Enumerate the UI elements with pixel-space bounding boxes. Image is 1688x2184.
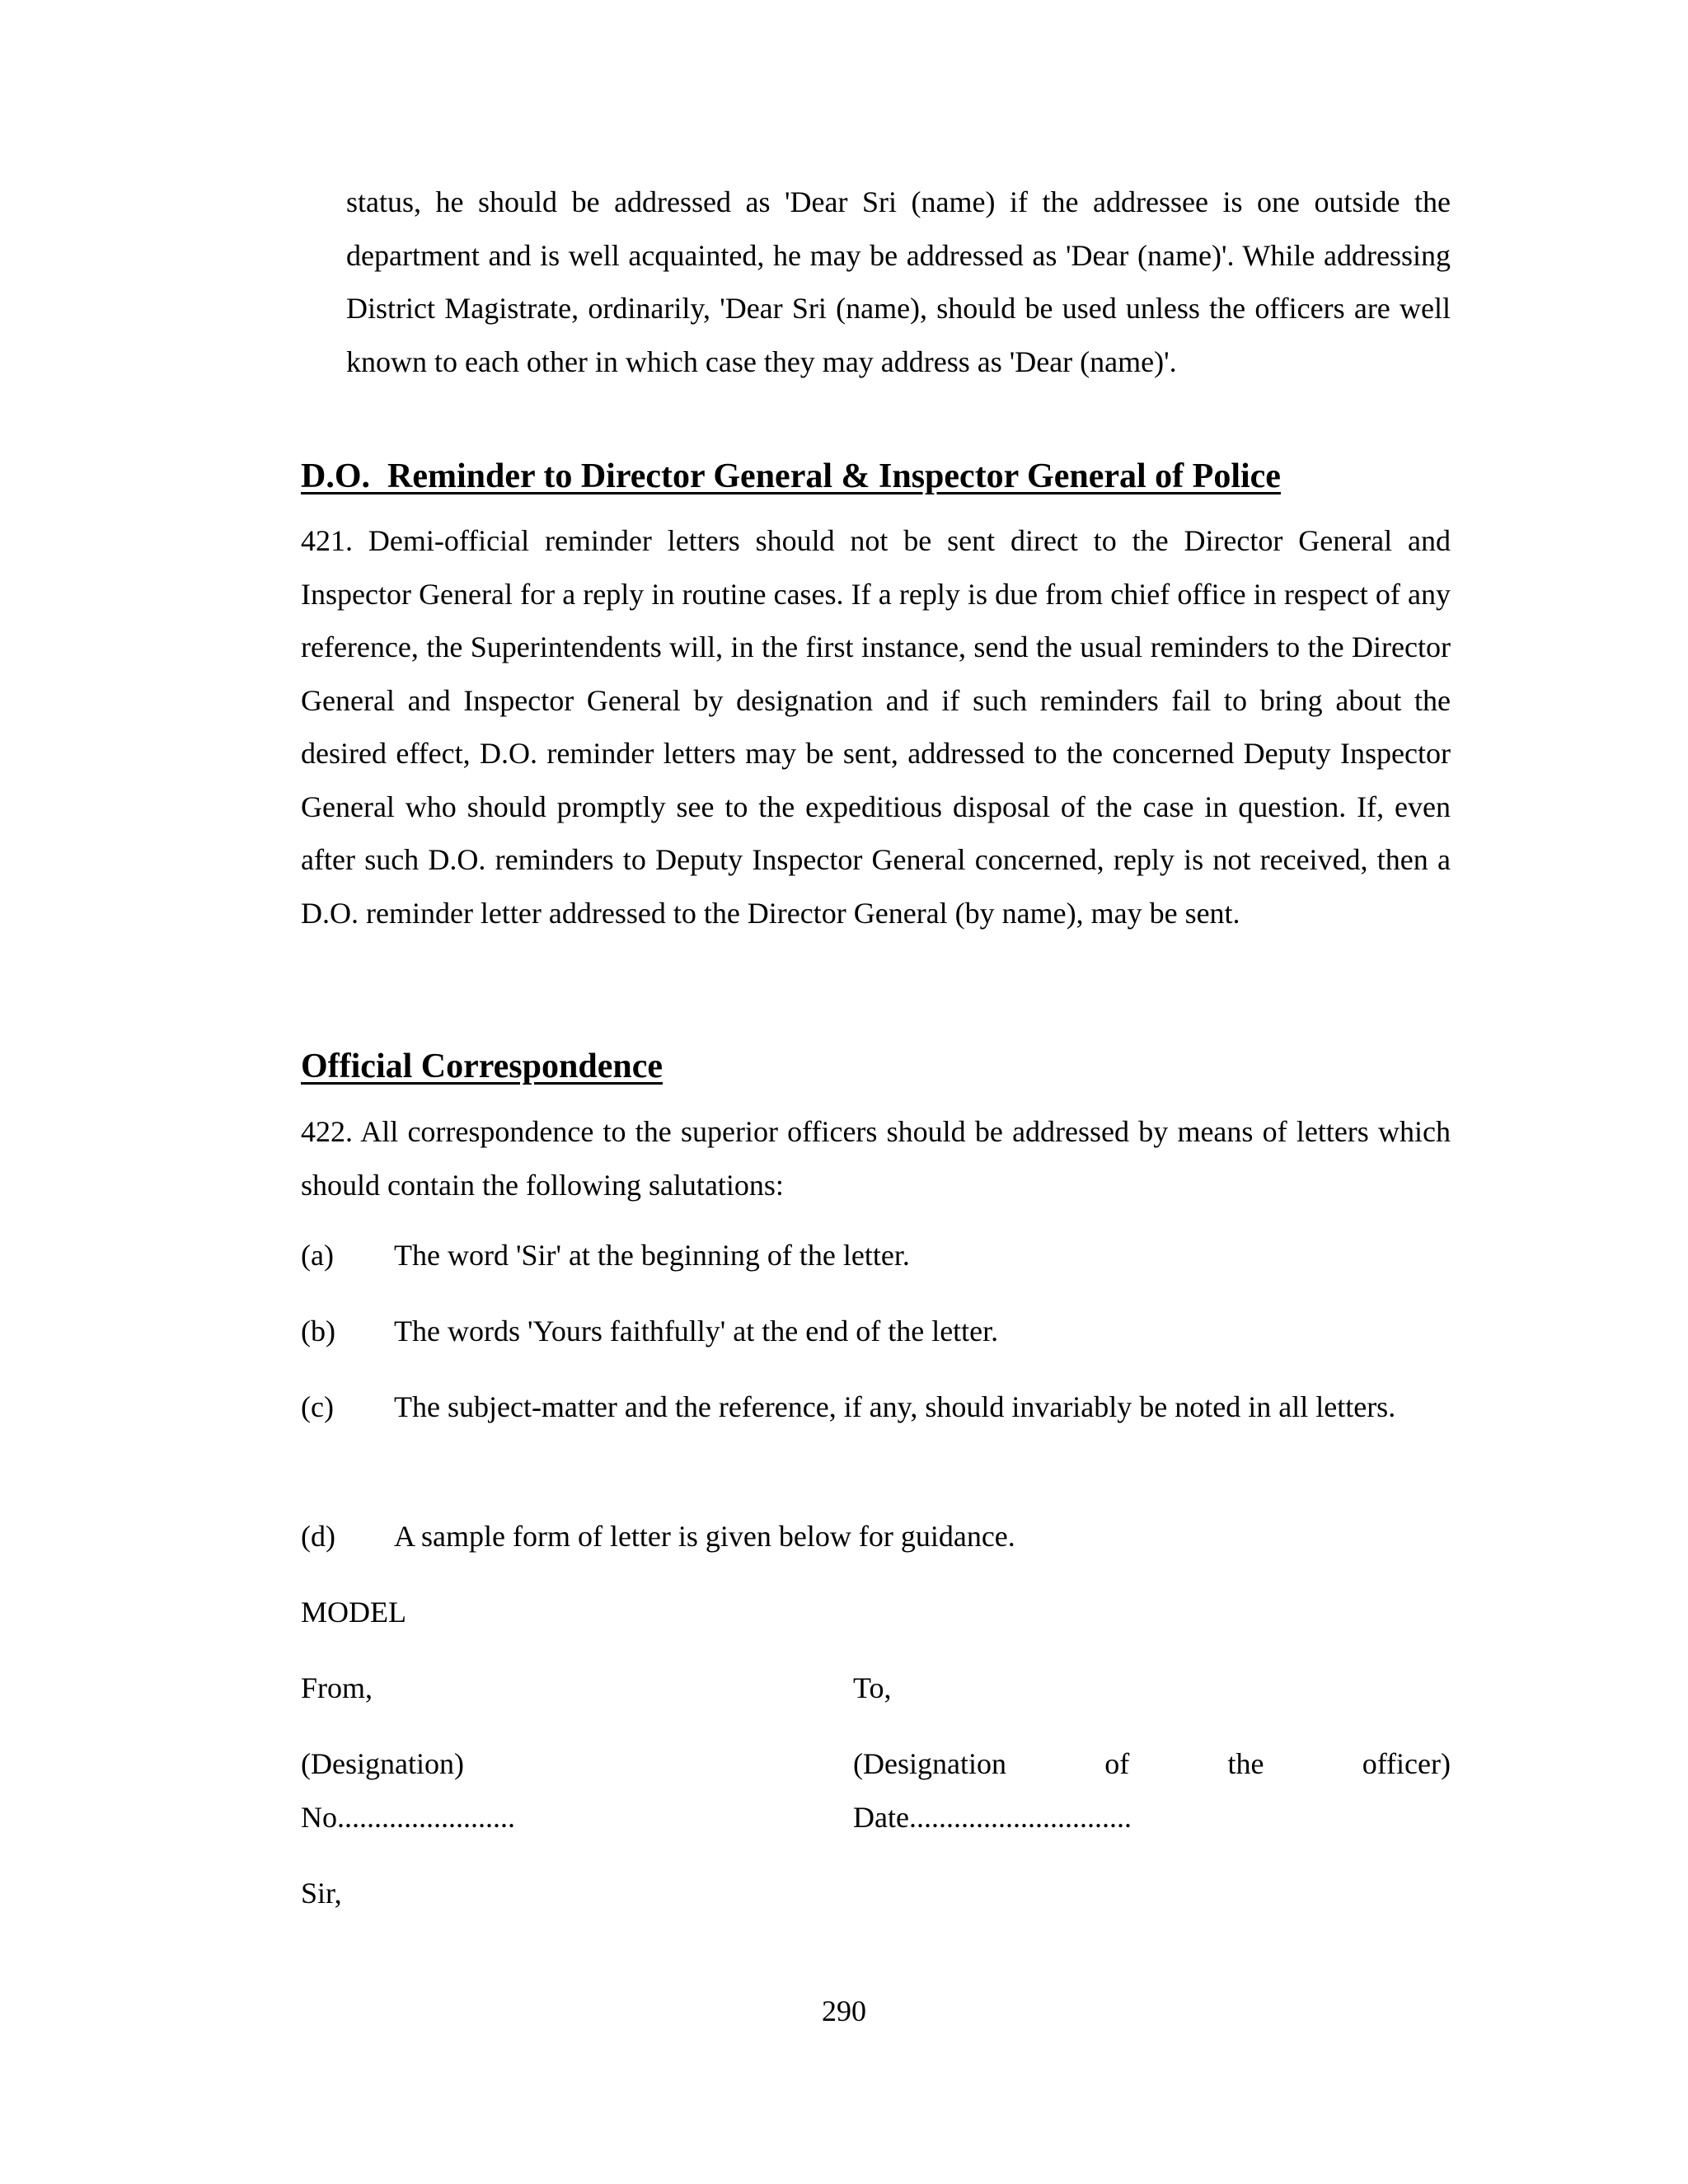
list-marker: (c)	[301, 1390, 334, 1423]
list-marker: (d)	[301, 1520, 335, 1553]
list-item	[301, 1229, 1451, 1282]
list-item	[301, 1305, 1451, 1358]
list-item	[301, 1510, 1451, 1563]
letter-date-field: Date..............................	[853, 1801, 1132, 1834]
from-designation: (Designation)	[301, 1747, 464, 1780]
list-marker: (b)	[301, 1315, 335, 1347]
list-marker: (a)	[301, 1239, 334, 1272]
letter-number-field: No........................	[301, 1801, 515, 1834]
section-heading-official-correspondence: Official Correspondence	[301, 1047, 663, 1085]
list-item-text: The word 'Sir' at the beginning of the letter.	[394, 1239, 910, 1272]
list-item	[301, 1380, 1451, 1434]
intro-paragraph: status, he should be addressed as 'Dear Sri (name) if the addressee is one outside the department and is well acquainted, he may be addressed as 'Dear (name)'. While addressing District Magistrate, ordinarily, 'Dear Sri (name), should be used unless the officers are well known to each other in which case they may address as 'Dear (name)'.	[346, 185, 1451, 378]
list-item-text: The words 'Yours faithfully' at the end of the letter.	[394, 1315, 999, 1347]
to-designation-word: the	[1227, 1747, 1264, 1780]
to-designation-word: (Designation	[853, 1747, 1006, 1780]
page-number: 290	[822, 1994, 866, 2027]
salutation: Sir,	[301, 1877, 342, 1910]
list-item-text: A sample form of letter is given below for guidance.	[394, 1520, 1015, 1553]
to-designation-word: officer)	[1362, 1747, 1451, 1780]
section-heading-do-reminder: D.O. Reminder to Director General & Inspector General of Police	[301, 457, 1281, 495]
to-designation	[853, 1737, 1451, 1791]
from-label: From,	[301, 1671, 373, 1704]
to-label: To,	[853, 1671, 892, 1704]
paragraph-421: 421. Demi-official reminder letters should not be sent direct to the Director General and Inspector General for a reply in routine cases. If a reply is due from chief office in respect of any reference, the Superintendents will, in the first instance, send the usual reminders to the Director General and Inspector General by designation and if such reminders fail to bring about the desired effect, D.O. reminder letters may be sent, addressed to the concerned Deputy Inspector General who should promptly see to the expeditious disposal of the case in question. If, even after such D.O. reminders to Deputy Inspector General concerned, reply is not received, then a D.O. reminder letter addressed to the Director General (by name), may be sent.	[301, 524, 1451, 930]
to-designation-word: of	[1104, 1747, 1130, 1780]
model-label: MODEL	[301, 1596, 406, 1629]
paragraph-422: 422. All correspondence to the superior officers should be addressed by means of letters which should contain the following salutations:	[301, 1115, 1451, 1202]
list-item-text: The subject-matter and the reference, if any, should invariably be noted in all letters.	[394, 1390, 1396, 1423]
